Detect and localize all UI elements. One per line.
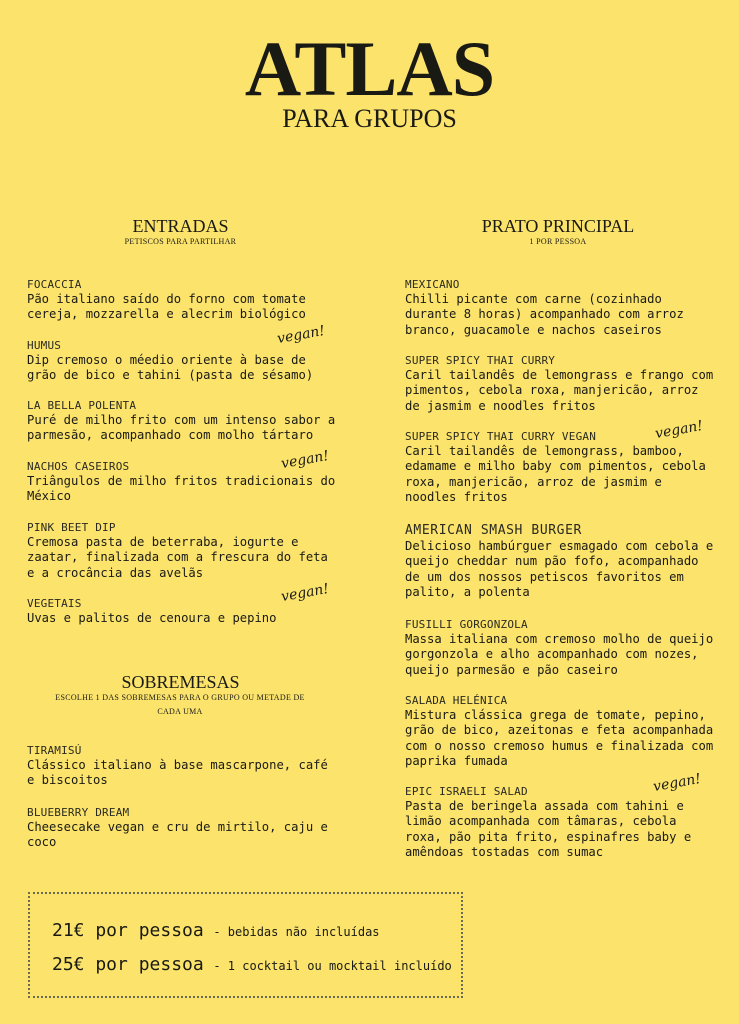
menu-item	[405, 693, 719, 769]
item-name: SALADA HELÉNICA	[405, 694, 508, 707]
item-description: Caril tailandês de lemongrass e frango com pimentos, cebola roxa, manjericão, arroz de jasmim e noodles fritos	[405, 368, 714, 413]
section-title-entradas: ENTRADAS	[132, 216, 229, 236]
item-name: FUSILLI GORGONZOLA	[405, 618, 528, 631]
item-description: Pão italiano saído do forno com tomate cereja, mozzarella e alecrim biológico	[27, 292, 306, 322]
item-name: LA BELLA POLENTA	[27, 399, 137, 412]
price-note: - 1 cocktail ou mocktail incluído	[213, 959, 452, 973]
pricing-box	[28, 892, 463, 998]
restaurant-title: ATLAS	[244, 25, 495, 112]
item-description: Puré de milho frito com um intenso sabor a parmesão, acompanhado com molho tártaro	[27, 413, 336, 443]
item-description: Uvas e palitos de cenoura e pepino	[27, 611, 277, 625]
menu-item	[405, 417, 719, 505]
item-name: BLUEBERRY DREAM	[27, 806, 130, 819]
menu-item	[405, 523, 719, 600]
item-name: FOCACCIA	[27, 278, 82, 291]
menu-item	[405, 353, 719, 414]
item-description: Delicioso hambúrguer esmagado com cebola e queijo cheddar num pão fofo, acompanhado de um dos nossos petiscos favoritos em palito, a polenta	[405, 539, 714, 599]
vegan-badge: vegan!	[279, 447, 331, 473]
vegan-badge: vegan!	[275, 322, 327, 348]
item-name: TIRAMISÚ	[27, 744, 82, 757]
menu-item	[27, 805, 332, 851]
pricing-line	[52, 920, 380, 941]
item-name: MEXICANO	[405, 278, 460, 291]
vegan-badge: vegan!	[651, 770, 703, 796]
item-description: Pasta de beringela assada com tahini e limão acompanhada com tâmaras, cebola roxa, pão pita frito, espinafres baby e amêndoas tostadas com sumac	[405, 799, 692, 859]
item-description: Dip cremoso o méedio oriente à base de grão de bico e tahini (pasta de sésamo)	[27, 353, 314, 383]
item-description: Caril tailandês de lemongrass, bamboo, edamame e milho baby com pimentos, cebola roxa, manjericão, arroz de jasmim e noodles fritos	[405, 444, 706, 504]
vegan-badge: vegan!	[653, 417, 705, 443]
item-name: VEGETAIS	[27, 597, 82, 610]
section-title-sobremesas: SOBREMESAS	[121, 672, 240, 692]
price-note: - bebidas não incluídas	[213, 925, 380, 939]
item-description: Chilli picante com carne (cozinhado durante 8 horas) acompanhado com arroz branco, guacamole e nachos caseiros	[405, 292, 684, 337]
menu-item	[405, 770, 719, 860]
menu-item	[27, 743, 332, 789]
item-name: AMERICAN SMASH BURGER	[405, 523, 582, 538]
menu-item	[405, 617, 719, 678]
menu-item	[405, 277, 719, 338]
section-subtitle-entradas: PETISCOS PARA PARTILHAR	[124, 237, 237, 246]
item-description: Triângulos de milho fritos tradicionais do México	[27, 474, 336, 504]
section-title-principal: PRATO PRINCIPAL	[481, 216, 635, 236]
item-name: SUPER SPICY THAI CURRY	[405, 354, 556, 367]
item-description: Massa italiana com cremoso molho de queijo gorgonzola e alho acompanhado com nozes, queijo parmesão e pão caseiro	[405, 632, 714, 677]
menu-subtitle: PARA GRUPOS	[282, 104, 457, 133]
section-subtitle-sobremesas: ESCOLHE 1 DAS SOBREMESAS PARA O GRUPO OU METADE DE CADA UMA	[55, 693, 305, 716]
item-name: NACHOS CASEIROS	[27, 460, 130, 473]
item-name: SUPER SPICY THAI CURRY VEGAN	[405, 430, 597, 443]
principal-list	[405, 0, 719, 1024]
price-amount: 21€ por pessoa	[52, 920, 204, 941]
price-amount: 25€ por pessoa	[52, 954, 204, 975]
sobremesas-list	[27, 0, 332, 1024]
vegan-badge: vegan!	[279, 580, 331, 606]
item-description: Cheesecake vegan e cru de mirtilo, caju e coco	[27, 820, 328, 850]
item-name: PINK BEET DIP	[27, 521, 116, 534]
pricing-line	[52, 954, 452, 975]
item-description: Cremosa pasta de beterraba, iogurte e zaatar, finalizada com a frescura do feta e a crocância das avelãs	[27, 535, 328, 580]
item-name: EPIC ISRAELI SALAD	[405, 785, 528, 798]
item-description: Clássico italiano à base mascarpone, café e biscoitos	[27, 758, 328, 788]
section-subtitle-principal: 1 POR PESSOA	[529, 237, 587, 246]
item-description: Mistura clássica grega de tomate, pepino, grão de bico, azeitonas e feta acompanhada com o nosso cremoso humus e finalizada com paprika fumada	[405, 708, 714, 768]
item-name: HUMUS	[27, 339, 62, 352]
